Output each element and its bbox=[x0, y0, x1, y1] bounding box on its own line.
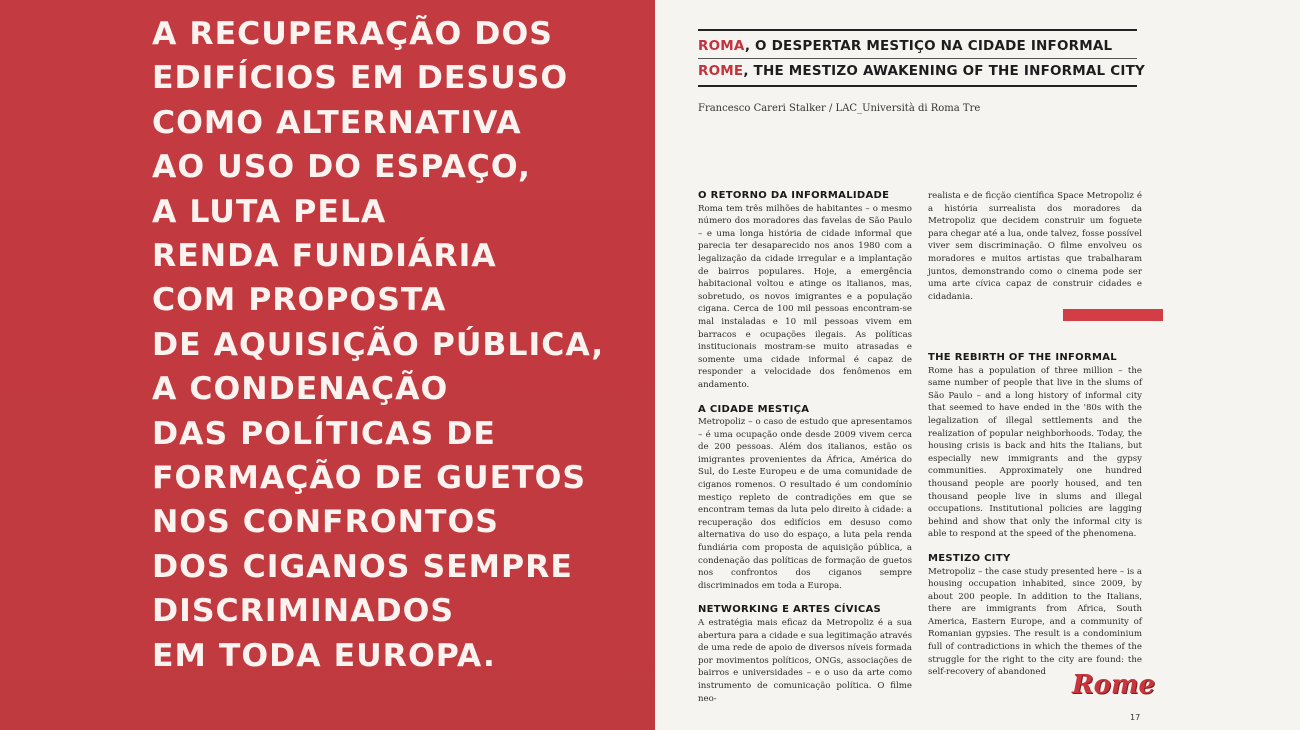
section-heading: MESTIZO CITY bbox=[928, 552, 1011, 564]
quote-line: DISCRIMINADOS bbox=[152, 593, 455, 630]
section-paragraph: Metropoliz – the case study presented here – is a housing occupation inhabited, since 2009, by about 200 people. In addition to the Italians, there are immigrants from Africa, South America, Eastern Europe, and a community of Romanian gypsies. The result is a condominium full of contradictions in which the themes of the struggle for the right to the city are found: the self-recovery of abandoned bbox=[928, 566, 1142, 678]
section-paragraph: Metropoliz – o caso de estudo que apresentamos – é uma ocupação onde desde 2009 vivem cerca de 200 pessoas. Além dos italianos, estão os imigrantes provenientes da África, América do Sul, do Leste Europeu e de uma comunidade de ciganos romenos. O resultado é um condomínio mestiço repleto de contradições em que se encontram temas da luta pelo direito à cidade: a recuperação dos edifícios em desuso como alternativa do uso do espaço, a luta pela renda fundiária com proposta de aquisição pública, a condenação das políticas de formação de guetos nos confrontos dos ciganos sempre discriminados em toda a Europa. bbox=[698, 417, 912, 591]
red-accent-bar bbox=[1063, 309, 1163, 321]
section-paragraph: Roma tem três milhões de habitantes – o mesmo número dos moradores das favelas de São Paulo – e uma longa história de cidade informal que parecia ter desaparecido nos anos 1980 com a legalização da cidade irregular e a implantação de bairros populares. Hoje, a emergência habitacional voltou e atinge os italianos, mas, sobretudo, os novos imigrantes e a população cigana. Cerca de 100 mil pessoas encontram-se mal instaladas e 10 mil pessoas vivem em barracos e ocupações ilegais. As políticas institucionais mostram-se muito atrasadas e somente uma cidade informal é capaz de responder a velocidade dos fenômenos em andamento. bbox=[698, 203, 912, 390]
rome-logo: Rome bbox=[1072, 670, 1156, 700]
top-rule bbox=[698, 29, 1137, 31]
section-heading: NETWORKING E ARTES CÍVICAS bbox=[698, 604, 882, 616]
author-credit: Francesco Careri Stalker / LAC_Università di Roma Tre bbox=[698, 103, 981, 114]
column-right-english bbox=[928, 352, 1142, 679]
page-number: 17 bbox=[1130, 713, 1141, 722]
column-left bbox=[698, 190, 912, 705]
title-rest: , THE MESTIZO AWAKENING OF THE INFORMAL CITY bbox=[743, 63, 1145, 79]
column-right bbox=[928, 190, 1142, 303]
section-paragraph: Rome has a population of three million – the same number of people that live in the slums of São Paulo – and a long history of informal city that seemed to have ended in the '80s with the legalization of illegal settlements and the realization of popular neighborhoods. Today, the housing crisis is back and hits the Italians, but especially new immigrants and the gypsy communities. Approximately one hundred thousand people are poorly housed, and ten thousand people live in slums and illegal occupations. Institutional policies are lagging behind and show that only the informal city is able to respond at the speed of the phenomena. bbox=[928, 365, 1142, 540]
section-paragraph: A estratégia mais eficaz da Metropoliz é a sua abertura para a cidade e sua legitimação através de uma rede de apoio de diversos níveis formada por movimentos políticos, ONGs, associações de bairros e universidades – e o uso da arte como instrumento de comunicação política. O filme neo- bbox=[698, 618, 912, 704]
quote-line: NOS CONFRONTOS bbox=[152, 504, 499, 541]
quote-line: RENDA FUNDIÁRIA bbox=[152, 238, 497, 275]
section-heading: THE REBIRTH OF THE INFORMAL bbox=[928, 352, 1117, 363]
title-portuguese bbox=[698, 38, 1112, 54]
section-heading: A CIDADE MESTIÇA bbox=[698, 403, 810, 415]
quote-line: EDIFÍCIOS EM DESUSO bbox=[152, 60, 569, 97]
quote-line: AO USO DO ESPAÇO, bbox=[152, 149, 531, 186]
title-highlight: ROMA bbox=[698, 38, 745, 54]
quote-line: EM TODA EUROPA. bbox=[152, 637, 496, 674]
section-paragraph: realista e de ficção científica Space Metropoliz é a história surrealista dos moradores da Metropoliz que decidem construir um foguete para chegar até a lua, onde talvez, fosse possível viver sem discriminação. O filme envolveu os moradores e muitos artistas que trabalharam juntos, demonstrando como o cinema pode ser uma arte cívica capaz de construir cidades e cidadania. bbox=[928, 191, 1142, 302]
quote-line: A CONDENAÇÃO bbox=[152, 371, 449, 408]
quote-line: COMO ALTERNATIVA bbox=[152, 104, 522, 141]
quote-line: A RECUPERAÇÃO DOS bbox=[152, 16, 553, 52]
quote-line: FORMAÇÃO DE GUETOS bbox=[152, 460, 587, 497]
quote-line: A LUTA PELA bbox=[152, 193, 387, 230]
quote-line: DOS CIGANOS SEMPRE bbox=[152, 548, 573, 585]
title-highlight: ROME bbox=[698, 63, 744, 79]
quote-line: DAS POLÍTICAS DE bbox=[152, 415, 496, 452]
title-rest: , O DESPERTAR MESTIÇO NA CIDADE INFORMAL bbox=[744, 38, 1113, 54]
middle-rule bbox=[698, 58, 1137, 59]
bottom-rule bbox=[698, 85, 1137, 87]
quote-line: DE AQUISIÇÃO PÚBLICA, bbox=[152, 326, 605, 363]
pull-quote bbox=[152, 12, 647, 678]
section-heading: O RETORNO DA INFORMALIDADE bbox=[698, 190, 890, 201]
quote-line: COM PROPOSTA bbox=[152, 282, 447, 319]
title-english bbox=[698, 63, 1145, 79]
